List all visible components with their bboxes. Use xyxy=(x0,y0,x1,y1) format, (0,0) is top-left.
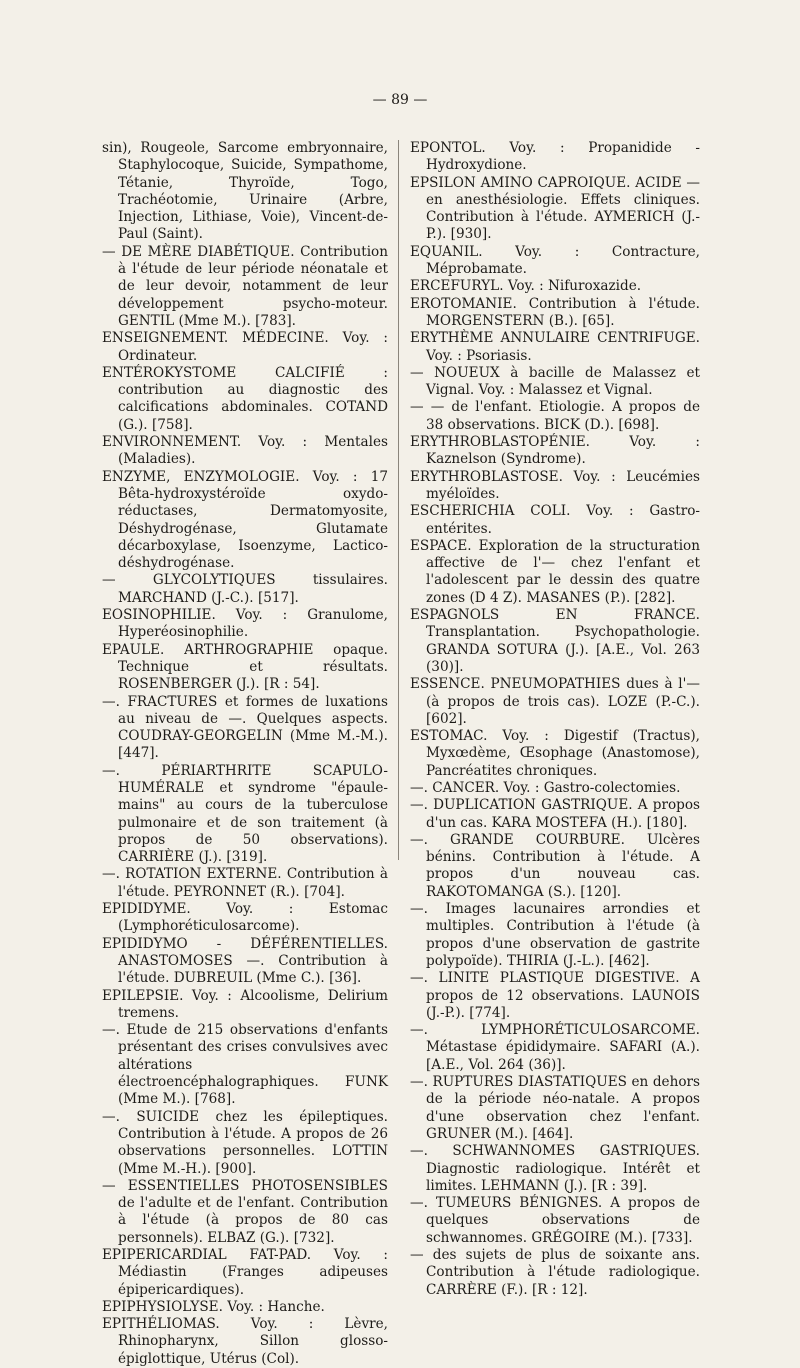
index-entry: —. ROTATION EXTERNE. Contribution à l'étude. PEYRONNET (R.). [704]. xyxy=(102,866,388,900)
index-entry: EOSINOPHILIE. Voy. : Granulome, Hyperéosinophilie. xyxy=(102,607,388,641)
index-entry: ENTÉROKYSTOME CALCIFIÉ : contribution au diagnostic des calcifications abdominales. COTAND (G.). [758]. xyxy=(102,364,388,433)
index-entry: —. PÉRIARTHRITE SCAPULO-HUMÉRALE et syndrome "épaule-mains" au cours de la tuberculose pulmonaire et de son traitement (à propos de 50 observations). CARRIÈRE (J.). [319]. xyxy=(102,762,388,866)
index-entry: ESSENCE. PNEUMOPATHIES dues à l'— (à propos de trois cas). LOZE (P.-C.). [602]. xyxy=(410,676,700,727)
index-entry: ENVIRONNEMENT. Voy. : Mentales (Maladies). xyxy=(102,434,388,468)
index-entry: — NOUEUX à bacille de Malassez et Vignal. Voy. : Malassez et Vignal. xyxy=(410,364,700,399)
index-entry: EPIPHYSIOLYSE. Voy. : Hanche. xyxy=(102,1298,325,1315)
index-entry: ESPACE. Exploration de la structuration affective de l'— chez l'enfant et l'adolescent par le dessin des quatre zones (D 4 Z). MASANES (P.). [282]. xyxy=(410,537,700,606)
index-entry: ERYTHÈME ANNULAIRE CENTRIFUGE. Voy. : Psoriasis. xyxy=(410,330,700,364)
index-entry: —. LYMPHORÉTICULOSARCOME. Métastase épididymaire. SAFARI (A.). [A.E., Vol. 264 (36)]. xyxy=(410,1022,700,1073)
left-column xyxy=(102,140,388,1368)
index-entry: ERCEFURYL. Voy. : Nifuroxazide. xyxy=(410,278,642,295)
index-entry: EPIDIDYME. Voy. : Estomac (Lymphoréticulosarcome). xyxy=(102,901,388,935)
index-entry: —. Images lacunaires arrondies et multiples. Contribution à l'étude (à propos d'une observation de gastrite polypoïde). THIRIA (J.-L.). [462]. xyxy=(410,901,700,969)
page-number: — 89 — xyxy=(372,92,428,108)
index-entry: —. Etude de 215 observations d'enfants présentant des crises convulsives avec altérations électroencéphalographiques. FUNK (Mme M.). [768]. xyxy=(102,1022,388,1108)
index-entry: — DE MÈRE DIABÉTIQUE. Contribution à l'étude de leur période néonatale et de leur devoir, notamment de leur développement psycho-moteur. GENTIL (Mme M.). [783]. xyxy=(102,243,388,329)
index-entry: ESPAGNOLS EN FRANCE. Transplantation. Psychopathologie. GRANDA SOTURA (J.). [A.E., Vol. 263 (30)]. xyxy=(410,607,700,675)
index-entry: —. SUICIDE chez les épileptiques. Contribution à l'étude. A propos de 26 observations personnelles. LOTTIN (Mme M.-H.). [900]. xyxy=(102,1108,388,1177)
index-entry: — — de l'enfant. Etiologie. A propos de 38 observations. BICK (D.). [698]. xyxy=(410,399,700,433)
index-entry: ERYTHROBLASTOSE. Voy. : Leucémies myéloïdes. xyxy=(410,468,700,502)
index-entry: ERYTHROBLASTOPÉNIE. Voy. : Kaznelson (Syndrome). xyxy=(410,434,700,468)
index-entry: sin), Rougeole, Sarcome embryonnaire, Staphylocoque, Suicide, Sympathome, Tétanie, Thyroïde, Togo, Trachéotomie, Urinaire (Arbre, Injection, Lithiase, Voie), Vincent-de-Paul (Saint). xyxy=(102,140,388,243)
index-entry: ENSEIGNEMENT. MÉDECINE. Voy. : Ordinateur. xyxy=(102,330,388,364)
index-entry: ESCHERICHIA COLI. Voy. : Gastro-entérites. xyxy=(410,503,700,537)
index-entry: —. DUPLICATION GASTRIQUE. A propos d'un cas. KARA MOSTEFA (H.). [180]. xyxy=(410,797,700,831)
column-divider xyxy=(398,140,399,860)
index-entry: EPITHÉLIOMAS. Voy. : Lèvre, Rhinopharynx, Sillon glosso-épiglottique, Utérus (Col). xyxy=(102,1316,388,1367)
index-entry: EPIDIDYMO - DÉFÉRENTIELLES. ANASTOMOSES —. Contribution à l'étude. DUBREUIL (Mme C.). [36]. xyxy=(102,935,388,987)
index-entry: —. FRACTURES et formes de luxations au niveau de —. Quelques aspects. COUDRAY-GEORGELIN (Mme M.-M.). [447]. xyxy=(102,693,388,762)
index-entry: — ESSENTIELLES PHOTOSENSIBLES de l'adulte et de l'enfant. Contribution à l'étude (à propos de 80 cas personnels). ELBAZ (G.). [732]. xyxy=(102,1177,388,1246)
right-column xyxy=(410,140,700,1299)
index-entry: ENZYME, ENZYMOLOGIE. Voy. : 17 Bêta-hydroxystéroïde oxydo-réductases, Dermatomyosite, Déshydrogénase, Glutamate décarboxylase, Isoenzyme, Lactico-déshydrogénase. xyxy=(102,468,388,572)
index-entry: — des sujets de plus de soixante ans. Contribution à l'étude radiologique. CARRÈRE (F.). [R : 12]. xyxy=(410,1247,700,1298)
index-entry: —. LINITE PLASTIQUE DIGESTIVE. A propos de 12 observations. LAUNOIS (J.-P.). [774]. xyxy=(410,970,700,1021)
index-entry: ESTOMAC. Voy. : Digestif (Tractus), Myxœdème, Œsophage (Anastomose), Pancréatites chroniques. xyxy=(410,728,700,779)
index-entry: — GLYCOLYTIQUES tissulaires. MARCHAND (J.-C.). [517]. xyxy=(102,572,388,606)
index-entry: EPIPERICARDIAL FAT-PAD. Voy. : Médiastin (Franges adipeuses épipericardiques). xyxy=(102,1247,388,1298)
index-entry: EPONTOL. Voy. : Propanidide - Hydroxydione. xyxy=(410,140,700,174)
index-entry: —. GRANDE COURBURE. Ulcères bénins. Contribution à l'étude. A propos d'un nouveau cas. RAKOTOMANGA (S.). [120]. xyxy=(410,831,700,900)
index-entry: —. CANCER. Voy. : Gastro-colectomies. xyxy=(410,779,681,796)
index-entry: —. RUPTURES DIASTATIQUES en dehors de la période néo-natale. A propos d'une observation chez l'enfant. GRUNER (M.). [464]. xyxy=(410,1074,700,1142)
index-entry: —. SCHWANNOMES GASTRIQUES. Diagnostic radiologique. Intérêt et limites. LEHMANN (J.). [R : 39]. xyxy=(410,1143,700,1194)
index-entry: EPILEPSIE. Voy. : Alcoolisme, Delirium tremens. xyxy=(102,987,388,1021)
index-entry: EPAULE. ARTHROGRAPHIE opaque. Technique et résultats. ROSENBERGER (J.). [R : 54]. xyxy=(102,641,388,693)
index-entry: —. TUMEURS BÉNIGNES. A propos de quelques observations de schwannomes. GRÉGOIRE (M.). [733]. xyxy=(410,1195,700,1246)
index-entry: EPSILON AMINO CAPROIQUE. ACIDE — en anesthésiologie. Effets cliniques. Contribution à l'étude. AYMERICH (J.-P.). [930]. xyxy=(410,174,700,243)
index-entry: EQUANIL. Voy. : Contracture, Méprobamate. xyxy=(410,243,700,278)
index-entry: EROTOMANIE. Contribution à l'étude. MORGENSTERN (B.). [65]. xyxy=(410,295,700,329)
